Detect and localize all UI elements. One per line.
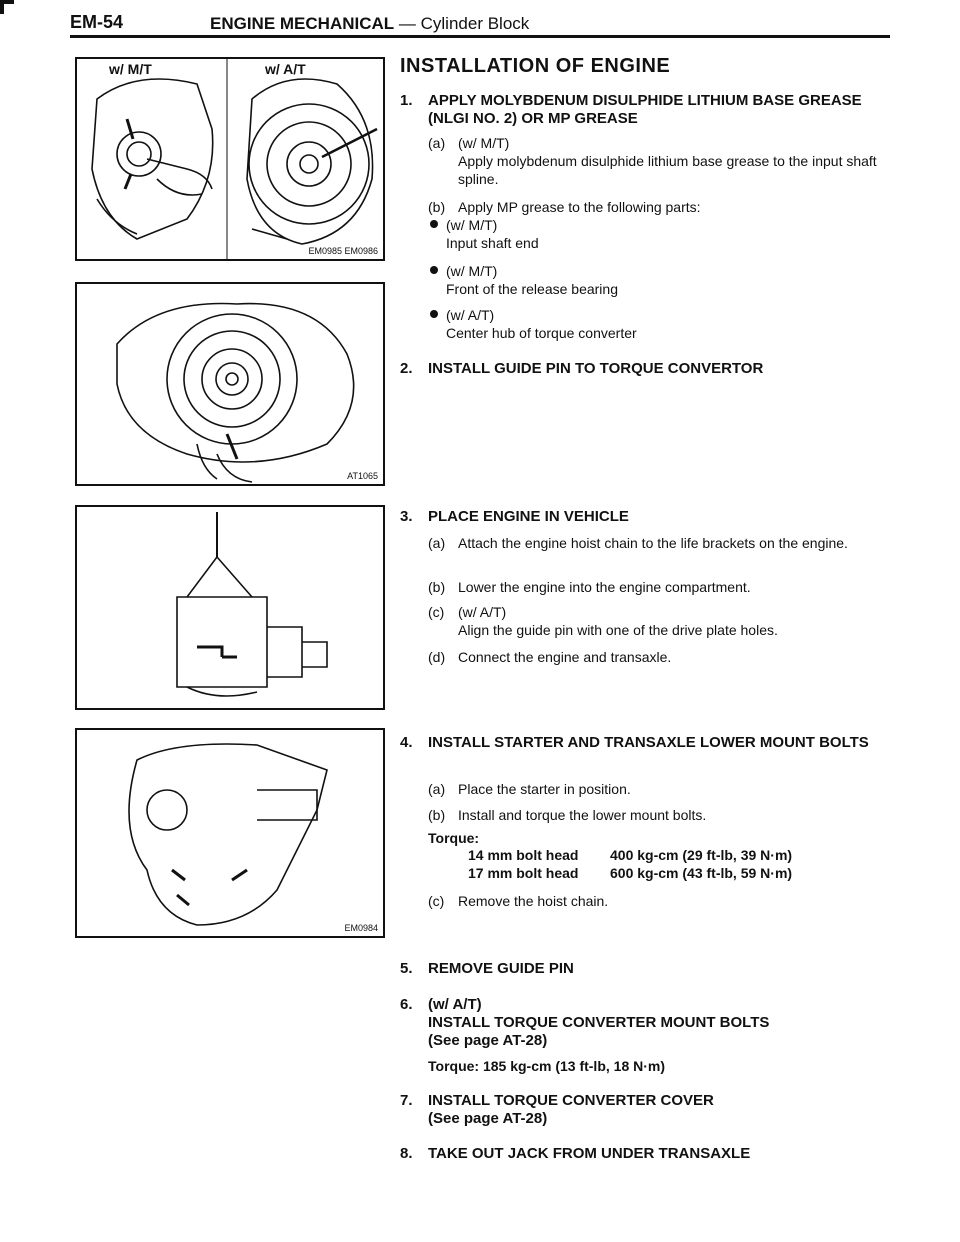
step-title: PLACE ENGINE IN VEHICLE [428,508,629,525]
step-number: 2. [400,360,413,377]
page-corner-mark [0,0,14,14]
figure-label-mt: w/ M/T [109,61,152,77]
bullet-dot [430,220,438,228]
bullet-dot [430,310,438,318]
bullet-text: Front of the release bearing [446,281,618,297]
grease-application-drawing [77,59,383,259]
figure-engine-hoist [75,505,385,710]
step-number: 1. [400,92,413,109]
step-number: 7. [400,1092,413,1109]
subsection-name: — Cylinder Block [398,14,530,33]
torque-value: 400 kg-cm (29 ft-lb, 39 N·m) [610,847,793,863]
sub-label: (d) [428,649,446,665]
step-title: TAKE OUT JACK FROM UNDER TRANSAXLE [428,1145,751,1162]
sub-label: (a) [428,781,446,797]
torque-bolt: 17 mm bolt head [468,865,579,881]
sub-text: Apply MP grease to the following parts: [458,199,701,215]
engine-hoist-drawing [77,507,383,708]
step-condition: (w/ A/T) [428,996,482,1013]
sub-label: (b) [428,807,446,823]
step-6-torque: Torque: 185 kg-cm (13 ft-lb, 18 N·m) [428,1058,666,1074]
step-title: REMOVE GUIDE PIN [428,960,574,977]
page-title: INSTALLATION OF ENGINE [400,55,671,77]
figure-code: EM0984 [344,923,378,933]
guide-pin-drawing [77,284,383,484]
torque-label: Torque: [428,830,480,846]
sub-condition: (w/ A/T) [458,604,507,620]
sub-text: Remove the hoist chain. [458,893,609,909]
bullet-condition: (w/ M/T) [446,217,498,233]
sub-label: (c) [428,604,445,620]
sub-text: Install and torque the lower mount bolts. [458,807,707,823]
procedure-content [400,55,900,88]
sub-label: (b) [428,579,446,595]
figure-grease-application [75,57,385,261]
step-title: INSTALL TORQUE CONVERTER MOUNT BOLTS [428,1014,770,1031]
section-name: ENGINE MECHANICAL [210,14,395,33]
sub-condition: (w/ M/T) [458,135,510,151]
step-title: INSTALL TORQUE CONVERTER COVER [428,1092,714,1109]
torque-bolt: 14 mm bolt head [468,847,579,863]
section-title [210,14,529,34]
sub-label: (c) [428,893,445,909]
sub-label: (a) [428,535,446,551]
figure-label-at: w/ A/T [265,61,306,77]
step-number: 5. [400,960,413,977]
starter-mount-drawing [77,730,383,936]
step-number: 4. [400,734,413,751]
page-header [70,10,890,36]
page-number: EM-54 [70,12,124,32]
figure-guide-pin [75,282,385,486]
sub-label: (a) [428,135,446,151]
step-number: 3. [400,508,413,525]
figure-code: AT1065 [347,471,378,481]
step-page-ref: (See page AT-28) [428,1110,548,1127]
bullet-condition: (w/ M/T) [446,263,498,279]
sub-text: Apply molybdenum disulphide lithium base grease to the input shaft spline. [458,153,877,187]
step-title: INSTALL GUIDE PIN TO TORQUE CONVERTOR [428,360,764,377]
sub-text: Place the starter in position. [458,781,631,797]
torque-value: 600 kg-cm (43 ft-lb, 59 N·m) [610,865,793,881]
step-title: INSTALL STARTER AND TRANSAXLE LOWER MOUNT BOLTS [428,734,869,751]
step-title: APPLY MOLYBDENUM DISULPHIDE LITHIUM BASE GREASE (NLGI NO. 2) OR MP GREASE [428,92,862,127]
bullet-condition: (w/ A/T) [446,307,495,323]
sub-text: Attach the engine hoist chain to the life brackets on the engine. [458,535,848,551]
step-number: 6. [400,996,413,1013]
sub-text: Align the guide pin with one of the drive plate holes. [458,622,778,638]
sub-text: Connect the engine and transaxle. [458,649,672,665]
sub-text: Lower the engine into the engine compartment. [458,579,751,595]
step-page-ref: (See page AT-28) [428,1032,548,1049]
bullet-text: Center hub of torque converter [446,325,637,341]
header-rule [70,35,890,38]
step-number: 8. [400,1145,413,1162]
figure-code: EM0985 EM0986 [308,246,378,256]
sub-label: (b) [428,199,446,215]
bullet-text: Input shaft end [446,235,539,251]
figure-starter-mount [75,728,385,938]
bullet-dot [430,266,438,274]
